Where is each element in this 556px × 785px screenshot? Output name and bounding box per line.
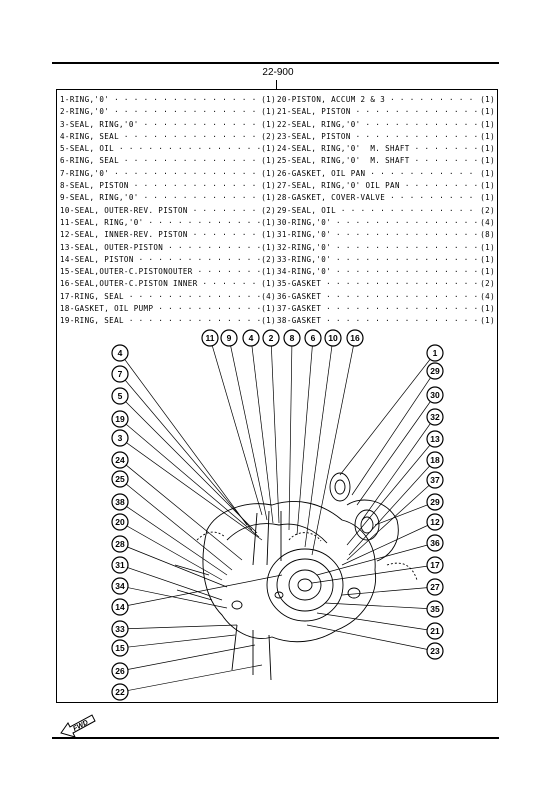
part-name: 4-RING, SEAL	[60, 131, 124, 141]
callout-30	[427, 387, 443, 403]
parts-list-row	[60, 242, 276, 254]
part-qty: (1)	[261, 242, 276, 252]
part-qty: (1)	[261, 193, 276, 203]
part-qty: (2)	[261, 205, 276, 215]
callout-10	[325, 330, 341, 346]
callout-number: 19	[115, 414, 125, 424]
part-qty: (1)	[261, 304, 276, 314]
parts-list-row	[60, 119, 276, 131]
dot-leader	[326, 291, 480, 303]
parts-list-row	[60, 106, 276, 118]
part-qty: (1)	[261, 119, 276, 129]
dot-leader	[356, 106, 481, 118]
dot-leader	[370, 168, 480, 180]
part-qty: (2)	[480, 279, 495, 289]
parts-list-row	[277, 180, 495, 192]
callout-number: 5	[117, 391, 123, 401]
part-name: 29-SEAL, OIL	[277, 205, 341, 215]
parts-list-row	[60, 155, 276, 167]
parts-list-row	[60, 180, 276, 192]
fwd-arrow-icon	[58, 703, 98, 737]
exploded-seal-diagram	[57, 325, 497, 702]
dot-leader	[148, 217, 261, 229]
callout-19	[112, 411, 128, 427]
parts-list-row	[60, 291, 276, 303]
part-qty: (1)	[480, 107, 495, 117]
leader-line	[120, 438, 262, 540]
dot-leader	[390, 192, 480, 204]
part-name: 23-SEAL, PISTON	[277, 131, 356, 141]
part-name: 5-SEAL, OIL	[60, 144, 119, 154]
callout-9	[221, 330, 237, 346]
callout-number: 17	[430, 560, 440, 570]
callout-number: 33	[115, 624, 125, 634]
part-name: 6-RING, SEAL	[60, 156, 124, 166]
parts-list-row	[60, 266, 276, 278]
parts-list-row	[60, 229, 276, 241]
callout-number: 38	[115, 497, 125, 507]
callout-7	[112, 366, 128, 382]
parts-list-row	[60, 278, 276, 290]
fwd-label: FWD	[72, 719, 90, 733]
leader-line	[271, 338, 279, 523]
part-qty: (1)	[480, 144, 495, 154]
parts-list-row	[277, 192, 495, 204]
callout-12	[427, 514, 443, 530]
callout-17	[427, 557, 443, 573]
dot-leader	[134, 180, 262, 192]
callout-number: 12	[430, 517, 440, 527]
part-name: 36-GASKET	[277, 291, 327, 301]
callout-number: 35	[430, 604, 440, 614]
reference-number: 22-900	[262, 67, 294, 78]
callout-36	[427, 535, 443, 551]
callout-number: 16	[350, 333, 360, 343]
part-name: 18-GASKET, OIL PUMP	[60, 304, 159, 314]
dot-leader	[336, 229, 480, 241]
part-name: 12-SEAL, INNER-REV. PISTON	[60, 230, 193, 240]
leader-line	[120, 460, 242, 560]
parts-list-row	[277, 143, 495, 155]
dot-leader	[114, 106, 261, 118]
part-name: 19-RING, SEAL	[60, 316, 129, 326]
callout-26	[112, 663, 128, 679]
part-qty: (1)	[261, 95, 276, 104]
callout-29	[427, 494, 443, 510]
part-qty: (1)	[261, 107, 276, 117]
leader-line	[307, 625, 435, 651]
callout-21	[427, 623, 443, 639]
leader-line	[357, 395, 435, 505]
callout-number: 9	[226, 333, 232, 343]
part-name: 10-SEAL, OUTER-REV. PISTON	[60, 205, 193, 215]
callout-number: 29	[430, 366, 440, 376]
callout-37	[427, 472, 443, 488]
leader-line	[325, 603, 435, 609]
callout-15	[112, 640, 128, 656]
parts-list-row	[277, 205, 495, 217]
part-qty: (1)	[261, 144, 276, 154]
callout-number: 4	[248, 333, 254, 343]
callout-number: 34	[115, 581, 125, 591]
parts-list-row	[277, 291, 495, 303]
dot-leader	[336, 217, 480, 229]
callout-number: 18	[430, 455, 440, 465]
part-qty: (1)	[480, 156, 495, 166]
leader-line	[305, 338, 333, 547]
callout-25	[112, 471, 128, 487]
dot-leader	[326, 278, 480, 290]
parts-list-right	[277, 94, 495, 328]
dot-leader	[144, 119, 262, 131]
callout-number: 7	[117, 369, 123, 379]
part-name: 27-SEAL, RING,'0' OIL PAN	[277, 181, 405, 191]
part-qty: (1)	[261, 267, 276, 277]
parts-list-row	[277, 106, 495, 118]
callouts-top	[202, 330, 363, 346]
part-qty: (1)	[480, 242, 495, 252]
part-name: 16-SEAL,OUTER-C.PISTON INNER	[60, 279, 203, 289]
parts-list-row	[277, 217, 495, 229]
parts-list-row	[60, 192, 276, 204]
parts-list-row	[277, 155, 495, 167]
leader-line	[120, 645, 255, 671]
callout-number: 22	[115, 687, 125, 697]
dot-leader	[114, 168, 261, 180]
part-qty: (8)	[480, 230, 495, 240]
callout-1	[427, 345, 443, 361]
parts-list-row	[277, 119, 495, 131]
dot-leader	[144, 192, 262, 204]
part-name: 14-SEAL, PISTON	[60, 254, 139, 264]
callout-5	[112, 388, 128, 404]
callout-number: 14	[115, 602, 125, 612]
dot-leader	[129, 291, 261, 303]
leader-line	[317, 543, 435, 575]
callout-number: 23	[430, 646, 440, 656]
parts-list-row	[277, 303, 495, 315]
leader-line	[349, 460, 435, 555]
leader-line	[120, 544, 227, 587]
dot-leader	[203, 278, 262, 290]
parts-list-left	[60, 94, 276, 328]
leader-line	[120, 625, 237, 629]
callout-24	[112, 452, 128, 468]
callout-13	[427, 431, 443, 447]
dot-leader	[356, 131, 481, 143]
part-qty: (2)	[261, 131, 276, 141]
dot-leader	[336, 254, 480, 266]
callout-number: 20	[115, 517, 125, 527]
callout-number: 2	[268, 333, 274, 343]
parts-list-row	[60, 303, 276, 315]
parts-list-row	[60, 143, 276, 155]
part-qty: (1)	[261, 279, 276, 289]
part-name: 9-SEAL, RING,'0'	[60, 193, 144, 203]
dot-leader	[198, 266, 262, 278]
part-qty: (4)	[480, 217, 495, 227]
part-qty: (1)	[480, 181, 495, 191]
dot-leader	[193, 229, 262, 241]
leader-line	[342, 522, 435, 565]
dot-leader	[415, 155, 481, 167]
dot-leader	[168, 242, 261, 254]
dot-leader	[119, 143, 261, 155]
leader-line	[117, 419, 259, 537]
dot-leader	[139, 254, 262, 266]
part-name: 28-GASKET, COVER-VALVE	[277, 193, 391, 203]
callout-number: 8	[289, 333, 295, 343]
callout-number: 36	[430, 538, 440, 548]
leader-line	[229, 338, 267, 520]
dot-leader	[114, 94, 261, 106]
part-name: 3-SEAL, RING,'0'	[60, 119, 144, 129]
callout-number: 37	[430, 475, 440, 485]
part-qty: (1)	[480, 254, 495, 264]
dot-leader	[124, 155, 261, 167]
callout-23	[427, 643, 443, 659]
callout-number: 3	[117, 433, 123, 443]
parts-list-row	[277, 131, 495, 143]
callout-20	[112, 514, 128, 530]
part-qty: (1)	[261, 230, 276, 240]
callout-3	[112, 430, 128, 446]
dot-leader	[341, 205, 480, 217]
callout-31	[112, 557, 128, 573]
parts-list-row	[277, 278, 495, 290]
parts-list-row	[277, 266, 495, 278]
leader-line	[117, 396, 257, 533]
callout-4	[243, 330, 259, 346]
part-qty: (2)	[480, 205, 495, 215]
part-name: 8-SEAL, PISTON	[60, 181, 134, 191]
callout-32	[427, 409, 443, 425]
reference-leader	[276, 80, 277, 89]
callout-number: 11	[205, 333, 215, 343]
callout-number: 21	[430, 626, 440, 636]
part-qty: (1)	[480, 119, 495, 129]
callout-22	[112, 684, 128, 700]
callout-4	[112, 345, 128, 361]
callouts-right	[427, 345, 443, 659]
callout-number: 24	[115, 455, 125, 465]
dot-leader	[415, 143, 481, 155]
part-name: 11-SEAL, RING,'0'	[60, 217, 149, 227]
part-qty: (1)	[261, 168, 276, 178]
callout-number: 31	[115, 560, 125, 570]
callout-number: 13	[430, 434, 440, 444]
callout-38	[112, 494, 128, 510]
callout-28	[112, 536, 128, 552]
callout-11	[202, 330, 218, 346]
dot-leader	[336, 266, 480, 278]
part-qty: (4)	[480, 291, 495, 301]
part-name: 13-SEAL, OUTER-PISTON	[60, 242, 169, 252]
callout-number: 6	[310, 333, 316, 343]
parts-list-row	[60, 131, 276, 143]
callout-6	[305, 330, 321, 346]
part-qty: (1)	[480, 316, 495, 326]
leader-line	[120, 635, 235, 648]
dot-leader	[405, 180, 480, 192]
callout-number: 15	[115, 643, 125, 653]
part-qty: (1)	[261, 156, 276, 166]
callout-number: 26	[115, 666, 125, 676]
callout-14	[112, 599, 128, 615]
part-name: 37-GASKET	[277, 304, 327, 314]
parts-list-row	[277, 168, 495, 180]
parts-list-row	[277, 254, 495, 266]
part-name: 38-GASKET	[277, 316, 327, 326]
dot-leader	[124, 131, 261, 143]
part-qty: (2)	[261, 254, 276, 264]
part-name: 35-GASKET	[277, 279, 327, 289]
callout-29	[427, 363, 443, 379]
callout-27	[427, 579, 443, 595]
callout-18	[427, 452, 443, 468]
part-qty: (4)	[261, 291, 276, 301]
part-qty: (1)	[480, 131, 495, 141]
parts-list-row	[277, 94, 495, 106]
callout-number: 25	[115, 474, 125, 484]
parts-list-row	[60, 168, 276, 180]
parts-list-row	[60, 254, 276, 266]
part-name: 26-GASKET, OIL PAN	[277, 168, 371, 178]
bottom-rule	[52, 737, 499, 739]
dot-leader	[336, 242, 480, 254]
top-rule	[52, 62, 499, 64]
callout-number: 10	[328, 333, 338, 343]
part-name: 33-RING,'0'	[277, 254, 336, 264]
leader-line	[120, 502, 227, 575]
callout-number: 32	[430, 412, 440, 422]
part-name: 1-RING,'0'	[60, 95, 115, 104]
part-name: 2-RING,'0'	[60, 107, 115, 117]
leader-line	[317, 613, 435, 631]
callout-34	[112, 578, 128, 594]
callout-number: 4	[117, 348, 123, 358]
part-qty: (1)	[261, 316, 276, 326]
part-qty: (1)	[480, 304, 495, 314]
part-name: 7-RING,'0'	[60, 168, 115, 178]
callout-16	[347, 330, 363, 346]
parts-list-row	[277, 242, 495, 254]
parts-list-row	[277, 229, 495, 241]
part-qty: (1)	[261, 217, 276, 227]
part-name: 21-SEAL, PISTON	[277, 107, 356, 117]
part-name: 32-RING,'0'	[277, 242, 336, 252]
part-name: 25-SEAL, RING,'0' M. SHAFT	[277, 156, 415, 166]
callout-33	[112, 621, 128, 637]
callout-35	[427, 601, 443, 617]
part-name: 30-RING,'0'	[277, 217, 336, 227]
callout-number: 27	[430, 582, 440, 592]
callout-8	[284, 330, 300, 346]
callouts-left	[112, 345, 128, 700]
parts-list-row	[60, 94, 276, 106]
part-name: 24-SEAL, RING,'0' M. SHAFT	[277, 144, 415, 154]
part-name: 31-RING,'0'	[277, 230, 336, 240]
dot-leader	[365, 119, 480, 131]
dot-leader	[193, 205, 262, 217]
dot-leader	[158, 303, 261, 315]
part-qty: (1)	[261, 181, 276, 191]
callout-number: 1	[432, 348, 438, 358]
parts-list-row	[60, 217, 276, 229]
dot-leader	[390, 94, 480, 106]
callout-number: 30	[430, 390, 440, 400]
part-qty: (1)	[480, 193, 495, 203]
part-name: 22-SEAL, RING,'0'	[277, 119, 366, 129]
part-qty: (1)	[480, 95, 495, 104]
callout-number: 29	[430, 497, 440, 507]
leader-line	[120, 665, 262, 692]
dot-leader	[326, 303, 480, 315]
part-name: 15-SEAL,OUTER-C.PISTONOUTER	[60, 267, 198, 277]
part-name: 34-RING,'0'	[277, 267, 336, 277]
leader-line	[352, 371, 435, 495]
leader-line	[120, 479, 232, 570]
callout-2	[263, 330, 279, 346]
leader-line	[120, 565, 222, 600]
part-name: 20-PISTON, ACCUM 2 & 3	[277, 95, 391, 104]
part-qty: (1)	[480, 267, 495, 277]
parts-list-row	[60, 205, 276, 217]
part-qty: (1)	[480, 168, 495, 178]
part-name: 17-RING, SEAL	[60, 291, 129, 301]
callout-number: 28	[115, 539, 125, 549]
